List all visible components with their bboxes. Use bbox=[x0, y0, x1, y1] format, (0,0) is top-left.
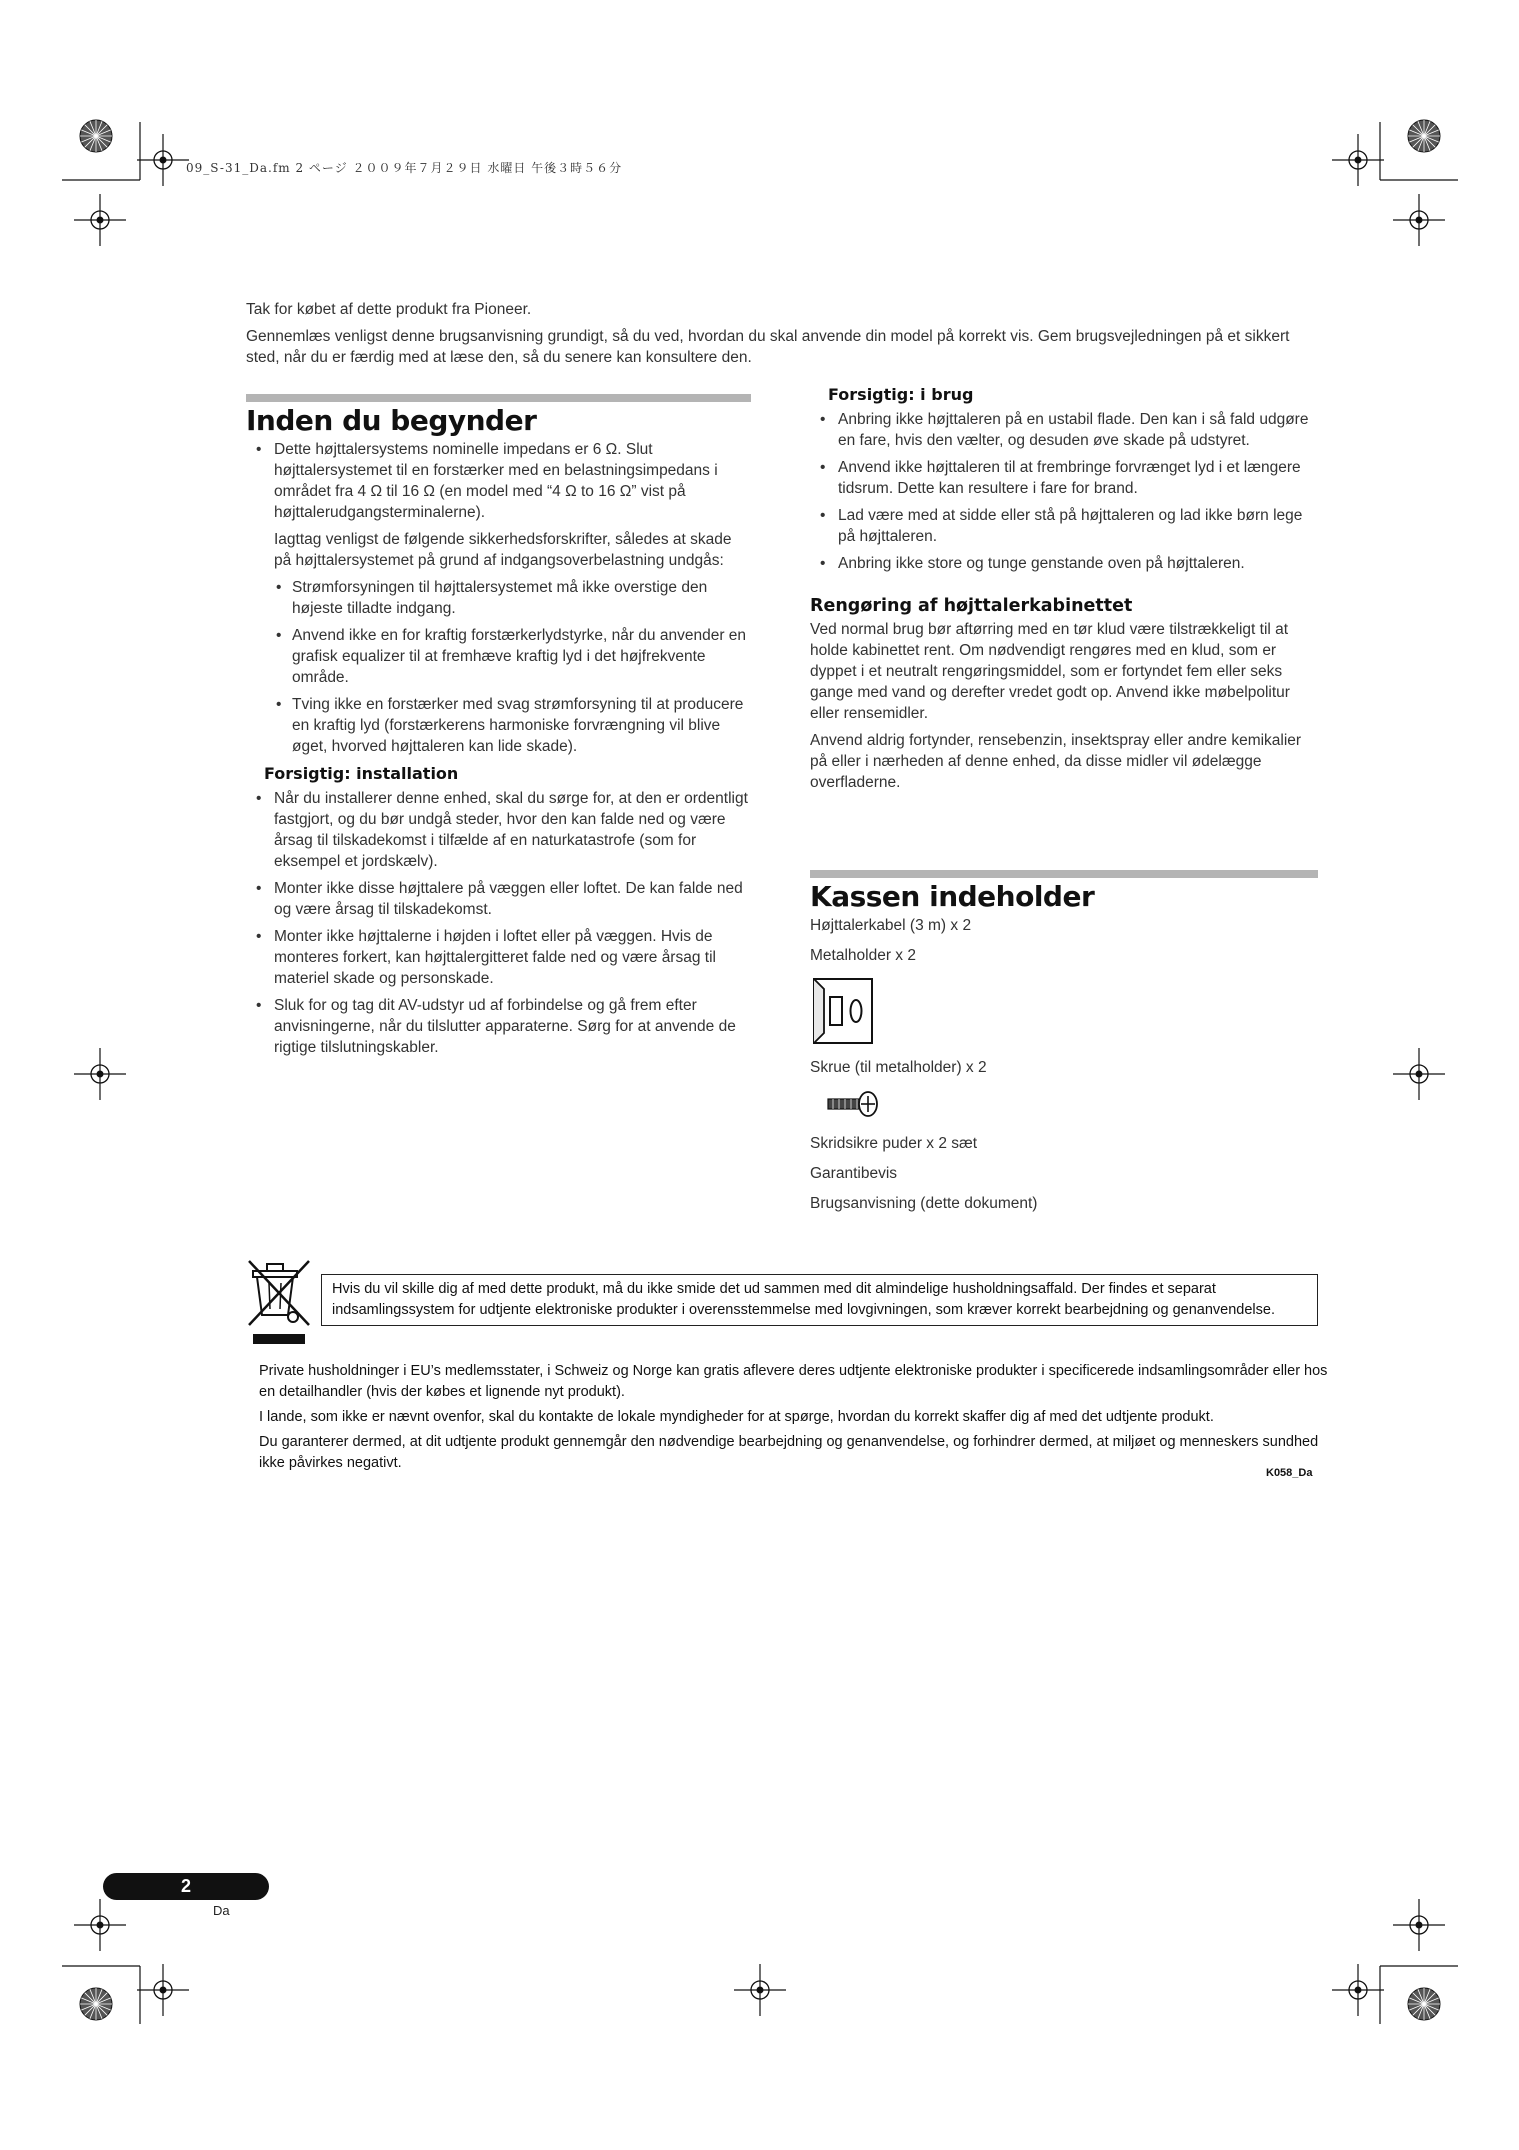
caution-bullet: • Monter ikke disse højttalere på væggen eller loftet. De kan falde ned og være årsag til tilskadekomst. bbox=[246, 878, 751, 920]
intro-thanks: Tak for købet af dette produkt fra Pioneer. bbox=[246, 301, 532, 318]
weee-paragraph: Du garanterer dermed, at dit udtjente produkt gennemgår den nødvendige bearbejdning og genanvendelse, og forhindrer dermed, at miljøet og menneskers sundhed ikke påvirkes negativt. bbox=[259, 1434, 1319, 1471]
weee-paragraph: I lande, som ikke er nævnt ovenfor, skal du kontakte de lokale myndigheder for at spørge, hvordan du korrekt skaffer dig af med det udtjente produkt. bbox=[259, 1409, 1214, 1425]
metal-holder-icon bbox=[810, 975, 880, 1047]
caution-use-heading: Forsigtig: i brug bbox=[828, 385, 974, 404]
box-contents-section bbox=[810, 870, 1318, 1223]
weee-boxed-notice: Hvis du vil skille dig af med dette produkt, må du ikke smide det ud sammen med dit almindelige husholdningsaffald. Der findes et separat indsamlingssystem for udtjente elektroniske produkter i overensstemmelse med lovgivningen, som kræver korrekt bearbejdning og genanvendelse. bbox=[321, 1274, 1318, 1326]
right-column bbox=[810, 381, 1318, 799]
box-item-pads: Skridsikre puder x 2 sæt bbox=[810, 1135, 978, 1152]
caution-bullet: • Anbring ikke store og tunge genstande oven på højttaleren. bbox=[810, 553, 1318, 574]
weee-paragraphs bbox=[259, 1361, 1329, 1478]
sub-bullet: • Strømforsyningen til højttalersystemet må ikke overstige den højeste tilladte indgang. bbox=[246, 577, 751, 619]
caution-bullet: • Anbring ikke højttaleren på en ustabil flade. Den kan i så fald udgøre en fare, hvis den vælter, og desuden øve skade på udstyret. bbox=[810, 409, 1318, 451]
caution-bullet: • Monter ikke højttalerne i højden i loftet eller på væggen. Hvis de monteres forkert, kan højttalergitteret falde ned og være årsag til materiel skade og personskade. bbox=[246, 926, 751, 989]
box-item-warranty: Garantibevis bbox=[810, 1165, 898, 1182]
page-language: Da bbox=[213, 1903, 230, 1918]
weee-code: K058_Da bbox=[1266, 1467, 1313, 1479]
impedance-bullet: • Dette højttalersystems nominelle impedans er 6 Ω. Slut højttalersystemet til en forstærker med en belastningsimpedans i området fra 4 Ω til 16 Ω (en model med “4 Ω to 16 Ω” vist på højttalerudgangsterminalerne). bbox=[246, 439, 751, 523]
intro-instructions: Gennemlæs venligst denne brugsanvisning grundigt, så du ved, hvordan du skal anvende din model på korrekt vis. Gem brugsvejledningen på et sikkert sted, når du er færdig med at læse den, så du senere kan konsultere den. bbox=[246, 328, 1290, 366]
caution-bullet: • Sluk for og tag dit AV-udstyr ud af forbindelse og gå frem efter anvisningerne, når du tilslutter apparaterne. Sørg for at anvende de rigtige tilslutningskabler. bbox=[246, 995, 751, 1058]
cleaning-heading: Rengøring af højttalerkabinettet bbox=[810, 596, 1133, 616]
caution-bullet: • Når du installerer denne enhed, skal du sørge for, at den er ordentligt fastgjort, og du bør undgå steder, hvor den kan falde ned og være årsag til tilskadekomst i tilfælde af en naturkatastrofe (som for eksempel et jordskælv). bbox=[246, 788, 751, 872]
crossed-bin-icon bbox=[247, 1257, 315, 1347]
weee-paragraph: Private husholdninger i EU’s medlemsstater, i Schweiz og Norge kan gratis aflevere deres udtjente elektroniske produkter i specificerede indsamlingsområder eller hos en detailhandler (hvis der købes et lignende nyt produkt). bbox=[259, 1363, 1328, 1400]
screw-icon bbox=[824, 1087, 884, 1121]
sub-bullet: • Tving ikke en forstærker med svag strømforsyning til at producere en kraftig lyd (forstærkerens harmoniske forvrængning vil blive øget, hvorved højttaleren kan lide skade). bbox=[246, 694, 751, 757]
intro bbox=[246, 299, 1312, 374]
section-bar bbox=[810, 870, 1318, 878]
page-number-badge bbox=[103, 1873, 269, 1900]
section-bar bbox=[246, 394, 751, 402]
caution-bullet: • Lad være med at sidde eller stå på højttaleren og lad ikke børn lege på højttaleren. bbox=[810, 505, 1318, 547]
cleaning-paragraph: Ved normal brug bør aftørring med en tør klud være tilstrækkeligt til at holde kabinettet rent. Om nødvendigt rengøres med en klud, som er dyppet i et neutralt rengøringsmiddel, som er fortyndet fem eller seks gange med vand og derefter vredet godt op. Anvend ikke møbelpolitur eller rensemidler. bbox=[810, 621, 1290, 722]
box-item-cable: Højttalerkabel (3 m) x 2 bbox=[810, 917, 972, 934]
caution-installation-heading: Forsigtig: installation bbox=[264, 764, 459, 783]
section-title-before-start: Inden du begynder bbox=[246, 404, 537, 437]
file-header-line: 09_S-31_Da.fm 2 ページ ２００９年７月２９日 水曜日 午後３時５６分 bbox=[186, 161, 623, 175]
box-item-screw: Skrue (til metalholder) x 2 bbox=[810, 1059, 987, 1076]
sub-bullet: • Anvend ikke en for kraftig forstærkerlydstyrke, når du anvender en grafisk equalizer til at fremhæve kraftig lyd i det højfrekvente område. bbox=[246, 625, 751, 688]
section-title-box-contents: Kassen indeholder bbox=[810, 880, 1095, 913]
box-item-manual: Brugsanvisning (dette dokument) bbox=[810, 1195, 1038, 1212]
caution-bullet: • Anvend ikke højttaleren til at frembringe forvrænget lyd i et længere tidsrum. Dette kan resultere i fare for brand. bbox=[810, 457, 1318, 499]
left-column bbox=[246, 394, 751, 1064]
safety-intro: Iagttag venligst de følgende sikkerhedsforskrifter, således at skade på højttalersystemet på grund af indgangsoverbelastning undgås: bbox=[274, 531, 732, 569]
cleaning-paragraph: Anvend aldrig fortynder, rensebenzin, insektspray eller andre kemikalier på eller i nærheden af denne enhed, da disse midler vil ødelægge overfladerne. bbox=[810, 732, 1302, 791]
box-item-holder: Metalholder x 2 bbox=[810, 947, 916, 964]
page-number: 2 bbox=[180, 1876, 191, 1896]
